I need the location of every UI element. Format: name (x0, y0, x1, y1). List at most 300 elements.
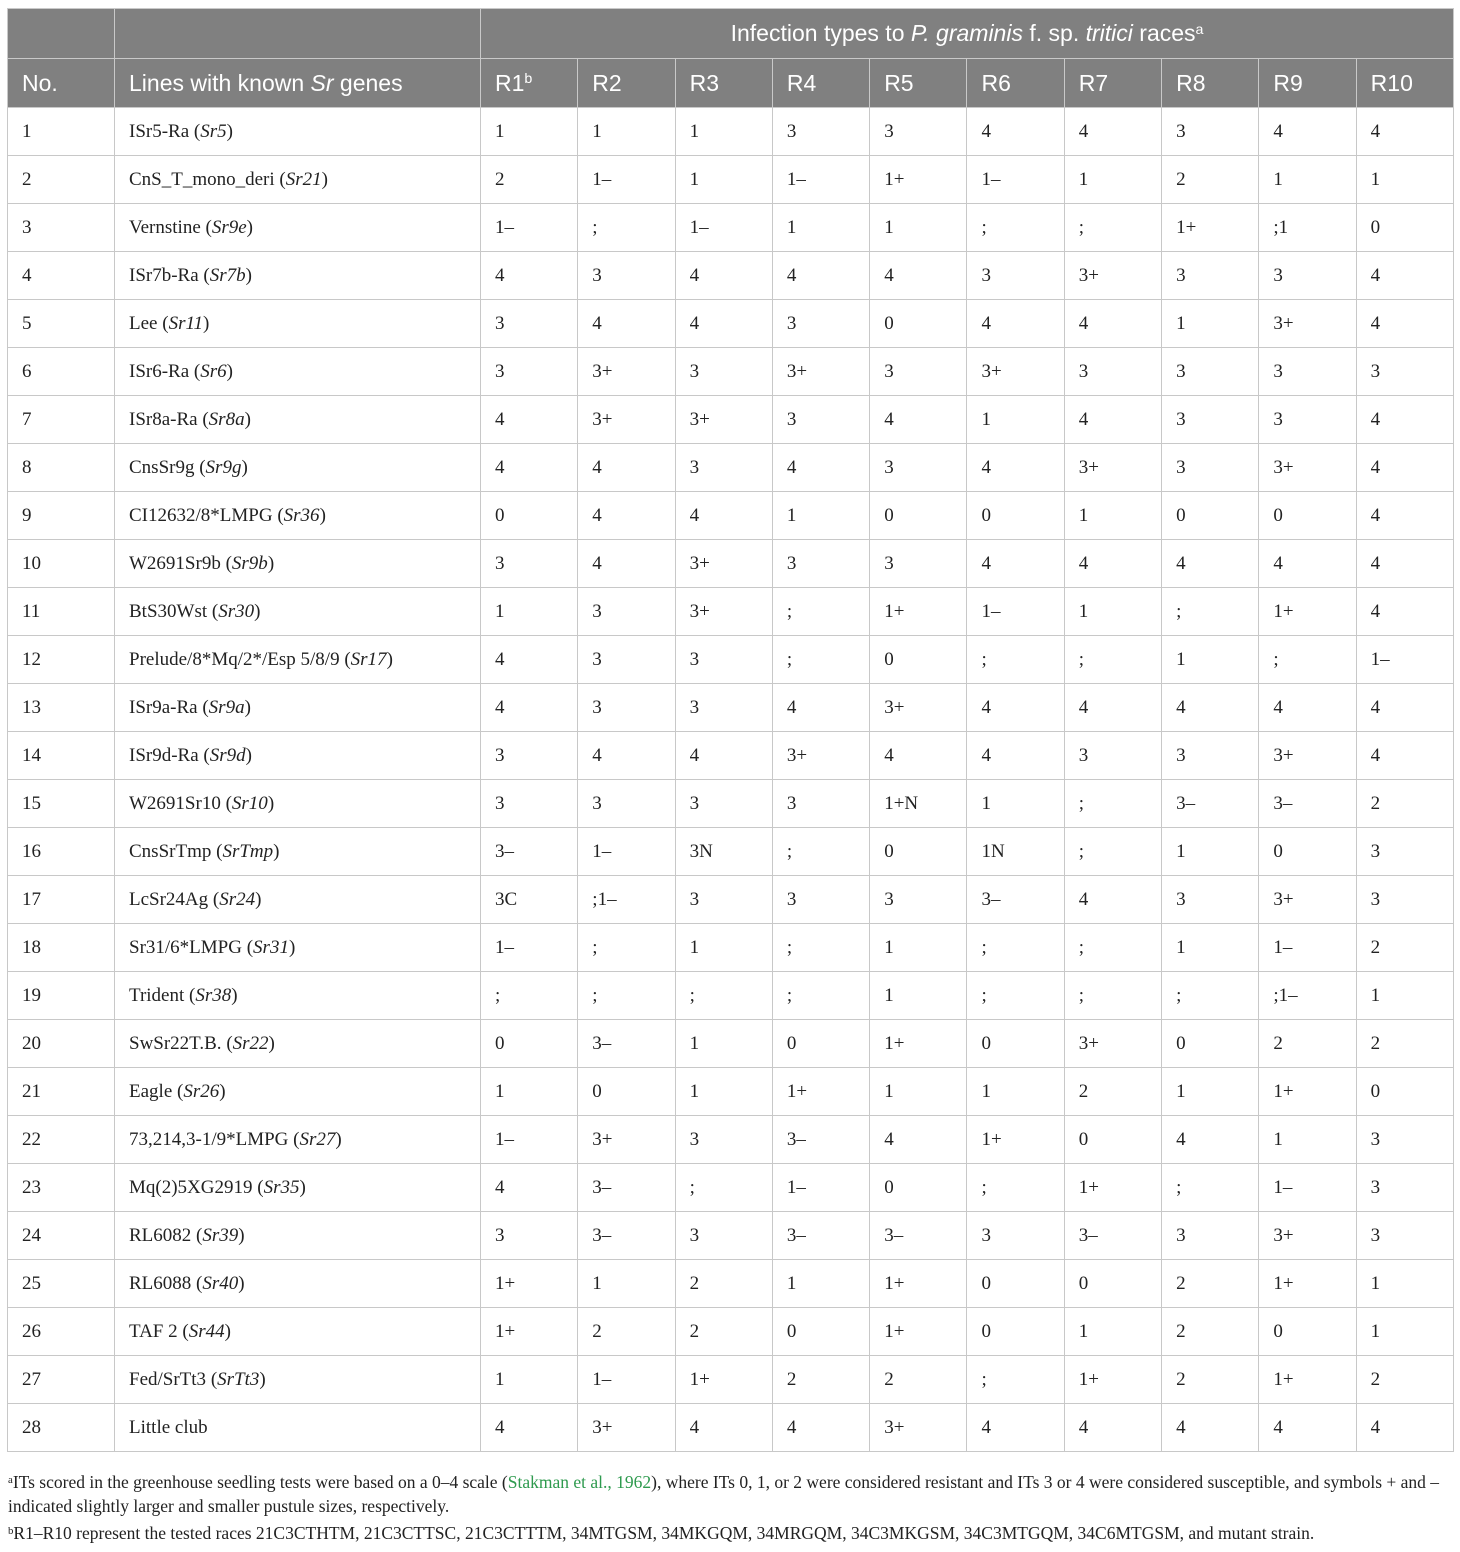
cell-it-r4: 1 (772, 1260, 869, 1308)
cell-it-r9: ; (1259, 636, 1356, 684)
line-name: Lee (129, 312, 158, 334)
cell-line: W2691Sr9b (Sr9b) (115, 540, 481, 588)
cell-it-r9: 3+ (1259, 444, 1356, 492)
header-lines (115, 59, 481, 108)
cell-it-r3: 1– (675, 204, 772, 252)
cell-it-r10: 0 (1356, 1068, 1453, 1116)
table-row (8, 636, 1454, 684)
cell-it-r9: 4 (1259, 1404, 1356, 1452)
cell-it-r2: 4 (578, 732, 675, 780)
gene-name: Sr39 (202, 1224, 239, 1246)
cell-line: CnsSr9g (Sr9g) (115, 444, 481, 492)
footnote-a-text-2: ), where ITs 0, 1, or 2 were considered resistant and ITs 3 or 4 were considered susceptible, and symbols + and – indicated slightly larger and smaller pustule sizes, respectively. (8, 1472, 1440, 1516)
cell-it-r4: 1– (772, 1164, 869, 1212)
cell-it-r2: 3 (578, 636, 675, 684)
cell-it-r1: 4 (481, 252, 578, 300)
cell-it-r1: 3 (481, 540, 578, 588)
cell-it-r5: 0 (870, 300, 967, 348)
cell-it-r7: 0 (1064, 1260, 1161, 1308)
cell-no: 21 (8, 1068, 115, 1116)
cell-it-r7: ; (1064, 636, 1161, 684)
cell-it-r5: 0 (870, 636, 967, 684)
cell-it-r10: 2 (1356, 1020, 1453, 1068)
cell-it-r3: 1 (675, 1020, 772, 1068)
cell-no: 9 (8, 492, 115, 540)
cell-it-r9: 1– (1259, 924, 1356, 972)
footnote-a-mark: a (8, 1473, 13, 1486)
cell-it-r6: 0 (967, 1308, 1064, 1356)
cell-it-r5: 3 (870, 444, 967, 492)
line-name: Little club (129, 1416, 208, 1438)
header-race-label: R5 (884, 69, 914, 96)
gene-name: Sr24 (219, 888, 256, 910)
cell-it-r10: 1 (1356, 1260, 1453, 1308)
header-race-label: R4 (786, 69, 817, 96)
cell-line: Prelude/8*Mq/2*/Esp 5/8/9 (Sr17) (115, 636, 481, 684)
cell-it-r5: 3 (870, 876, 967, 924)
cell-it-r3: 1+ (675, 1356, 772, 1404)
cell-it-r9: 4 (1259, 684, 1356, 732)
line-name: ISr6-Ra (129, 360, 190, 382)
cell-no: 2 (8, 156, 115, 204)
cell-no: 10 (8, 540, 115, 588)
footnote-a-text-1: ITs scored in the greenhouse seedling tests were based on a 0–4 scale ( (12, 1472, 508, 1492)
cell-it-r4: 1– (772, 156, 869, 204)
gene-name: Sr38 (195, 984, 232, 1006)
cell-it-r10: 3 (1356, 876, 1453, 924)
line-name: SwSr22T.B. (129, 1032, 222, 1054)
cell-it-r6: 4 (967, 108, 1064, 156)
cell-it-r1: 4 (481, 444, 578, 492)
gene-name: Sr11 (168, 312, 204, 334)
cell-it-r10: 3 (1356, 1212, 1453, 1260)
cell-it-r3: 3+ (675, 588, 772, 636)
cell-it-r2: 3 (578, 684, 675, 732)
cell-it-r9: 4 (1259, 108, 1356, 156)
cell-it-r1: 1 (481, 108, 578, 156)
gene-name: Sr22 (232, 1032, 269, 1054)
line-name: W2691Sr10 (129, 792, 221, 814)
cell-it-r9: 1+ (1259, 588, 1356, 636)
header-race-r10 (1356, 59, 1453, 108)
line-name: ISr9a-Ra (129, 696, 198, 718)
cell-it-r2: 2 (578, 1308, 675, 1356)
table-row (8, 1068, 1454, 1116)
table-row (8, 540, 1454, 588)
table-row (8, 684, 1454, 732)
cell-it-r2: ; (578, 204, 675, 252)
cell-it-r9: 0 (1259, 492, 1356, 540)
header-lines-prefix: Lines with known (129, 69, 311, 96)
cell-it-r4: 4 (772, 684, 869, 732)
cell-no: 3 (8, 204, 115, 252)
line-name: RL6088 (129, 1272, 192, 1294)
cell-it-r5: 1+ (870, 1308, 967, 1356)
cell-it-r3: 3 (675, 1212, 772, 1260)
header-span-forma: tritici (1085, 20, 1133, 46)
cell-it-r10: 2 (1356, 1356, 1453, 1404)
cell-it-r7: 1+ (1064, 1356, 1161, 1404)
header-blank-no (8, 9, 115, 59)
table-row (8, 780, 1454, 828)
cell-it-r2: 3 (578, 588, 675, 636)
footnote-b-mark: b (8, 1524, 14, 1537)
cell-it-r1: 0 (481, 1020, 578, 1068)
cell-it-r3: 4 (675, 252, 772, 300)
cell-it-r3: 3+ (675, 396, 772, 444)
cell-it-r5: 3– (870, 1212, 967, 1260)
cell-it-r1: ; (481, 972, 578, 1020)
cell-it-r2: 3+ (578, 348, 675, 396)
cell-it-r2: 4 (578, 540, 675, 588)
cell-it-r1: 1 (481, 588, 578, 636)
cell-it-r4: ; (772, 972, 869, 1020)
cell-it-r4: ; (772, 828, 869, 876)
cell-it-r5: 0 (870, 828, 967, 876)
header-no: No. (8, 59, 115, 108)
cell-line (115, 1404, 481, 1452)
cell-it-r2: 3+ (578, 1116, 675, 1164)
table-row (8, 348, 1454, 396)
line-name: Trident (129, 984, 185, 1006)
footnote-a-reference-link[interactable]: Stakman et al., 1962 (507, 1472, 652, 1492)
cell-it-r3: 3 (675, 1116, 772, 1164)
cell-it-r10: 4 (1356, 396, 1453, 444)
header-race-label: R8 (1176, 69, 1206, 96)
cell-it-r7: ; (1064, 924, 1161, 972)
cell-it-r7: 1 (1064, 1308, 1161, 1356)
cell-it-r1: 1– (481, 204, 578, 252)
cell-it-r9: ;1– (1259, 972, 1356, 1020)
table-row (8, 588, 1454, 636)
cell-it-r4: 0 (772, 1020, 869, 1068)
cell-it-r4: 1 (772, 204, 869, 252)
cell-it-r1: 4 (481, 396, 578, 444)
cell-it-r6: 0 (967, 1020, 1064, 1068)
cell-it-r9: 2 (1259, 1020, 1356, 1068)
cell-it-r1: 0 (481, 492, 578, 540)
cell-it-r9: 3+ (1259, 1212, 1356, 1260)
table-row (8, 1356, 1454, 1404)
cell-it-r2: 3+ (578, 396, 675, 444)
cell-it-r10: 3 (1356, 1116, 1453, 1164)
cell-it-r6: 4 (967, 540, 1064, 588)
cell-it-r10: 4 (1356, 1404, 1453, 1452)
header-race-r3 (675, 59, 772, 108)
line-name: ISr8a-Ra (129, 408, 198, 430)
cell-it-r8: ; (1162, 972, 1259, 1020)
infection-type-table-container (7, 8, 1453, 1452)
gene-name: Sr9b (231, 552, 268, 574)
cell-it-r8: 3– (1162, 780, 1259, 828)
cell-line: RL6082 (Sr39) (115, 1212, 481, 1260)
cell-it-r6: 4 (967, 684, 1064, 732)
cell-it-r1: 4 (481, 1404, 578, 1452)
cell-it-r7: 4 (1064, 396, 1161, 444)
cell-it-r5: 1+N (870, 780, 967, 828)
cell-it-r3: 1 (675, 924, 772, 972)
cell-it-r7: 1+ (1064, 1164, 1161, 1212)
cell-it-r6: 1+ (967, 1116, 1064, 1164)
cell-no: 8 (8, 444, 115, 492)
cell-it-r7: 3+ (1064, 444, 1161, 492)
table-row (8, 924, 1454, 972)
cell-it-r4: 3 (772, 300, 869, 348)
cell-it-r9: 1+ (1259, 1356, 1356, 1404)
cell-it-r3: ; (675, 1164, 772, 1212)
cell-it-r3: 2 (675, 1260, 772, 1308)
cell-it-r6: 0 (967, 492, 1064, 540)
gene-name: Sr30 (218, 600, 255, 622)
cell-it-r3: 1 (675, 156, 772, 204)
cell-line: W2691Sr10 (Sr10) (115, 780, 481, 828)
cell-it-r10: 0 (1356, 204, 1453, 252)
cell-it-r8: 4 (1162, 1404, 1259, 1452)
cell-it-r9: 3+ (1259, 300, 1356, 348)
gene-name: Sr10 (231, 792, 268, 814)
table-row (8, 972, 1454, 1020)
cell-it-r2: 3+ (578, 1404, 675, 1452)
cell-it-r3: 3 (675, 348, 772, 396)
cell-it-r1: 3 (481, 1212, 578, 1260)
cell-line: CnS_T_mono_deri (Sr21) (115, 156, 481, 204)
cell-it-r8: 1 (1162, 636, 1259, 684)
table-row (8, 1164, 1454, 1212)
cell-line: ISr5-Ra (Sr5) (115, 108, 481, 156)
cell-it-r9: 1 (1259, 1116, 1356, 1164)
gene-name: Sr31 (253, 936, 289, 958)
cell-it-r6: 4 (967, 300, 1064, 348)
cell-it-r9: 3+ (1259, 876, 1356, 924)
gene-name: Sr21 (285, 168, 322, 190)
cell-it-r6: 1N (967, 828, 1064, 876)
cell-it-r4: 3 (772, 540, 869, 588)
line-name: W2691Sr9b (129, 552, 221, 574)
cell-it-r9: 1 (1259, 156, 1356, 204)
cell-it-r1: 3 (481, 780, 578, 828)
cell-it-r2: 4 (578, 444, 675, 492)
cell-line: ISr9d-Ra (Sr9d) (115, 732, 481, 780)
cell-it-r4: 3+ (772, 348, 869, 396)
cell-line: 73,214,3-1/9*LMPG (Sr27) (115, 1116, 481, 1164)
gene-name: Sr7b (209, 264, 246, 286)
cell-it-r4: 3 (772, 108, 869, 156)
cell-it-r2: 1– (578, 1356, 675, 1404)
gene-name: SrTmp (222, 840, 274, 862)
cell-it-r4: 2 (772, 1356, 869, 1404)
cell-no: 28 (8, 1404, 115, 1452)
cell-it-r6: ; (967, 972, 1064, 1020)
cell-it-r7: 3 (1064, 732, 1161, 780)
footnote-b-text: R1–R10 represent the tested races 21C3CTHTM, 21C3CTTSC, 21C3CTTTM, 34MTGSM, 34MKGQM, 34MRGQM, 34C3MKGSM, 34C3MTGQM, 34C6MTGSM, and mutant strain. (13, 1523, 1315, 1543)
cell-it-r5: 3 (870, 540, 967, 588)
cell-it-r1: 3 (481, 348, 578, 396)
cell-it-r1: 4 (481, 636, 578, 684)
table-row (8, 204, 1454, 252)
cell-it-r9: ;1 (1259, 204, 1356, 252)
cell-line: Sr31/6*LMPG (Sr31) (115, 924, 481, 972)
line-name: 73,214,3-1/9*LMPG (129, 1128, 289, 1150)
header-lines-italic: Sr (310, 69, 334, 96)
gene-name: Sr44 (188, 1320, 225, 1342)
cell-it-r7: ; (1064, 780, 1161, 828)
table-row (8, 156, 1454, 204)
cell-it-r9: 3+ (1259, 732, 1356, 780)
cell-line: Trident (Sr38) (115, 972, 481, 1020)
cell-line: Mq(2)5XG2919 (Sr35) (115, 1164, 481, 1212)
gene-name: Sr17 (350, 648, 387, 670)
cell-it-r9: 3 (1259, 396, 1356, 444)
cell-line: Lee (Sr11) (115, 300, 481, 348)
table-row (8, 492, 1454, 540)
cell-no: 20 (8, 1020, 115, 1068)
cell-it-r6: 1 (967, 780, 1064, 828)
cell-it-r8: 0 (1162, 492, 1259, 540)
cell-it-r10: 1 (1356, 1308, 1453, 1356)
cell-it-r3: 3N (675, 828, 772, 876)
cell-it-r8: 3 (1162, 348, 1259, 396)
line-name: Mq(2)5XG2919 (129, 1176, 253, 1198)
table-body (8, 108, 1454, 1452)
table-row (8, 732, 1454, 780)
line-name: CnS_T_mono_deri (129, 168, 275, 190)
gene-name: Sr26 (183, 1080, 220, 1102)
cell-it-r9: 1+ (1259, 1068, 1356, 1116)
cell-it-r7: 2 (1064, 1068, 1161, 1116)
cell-it-r7: 4 (1064, 1404, 1161, 1452)
table-row (8, 1404, 1454, 1452)
table-header (8, 9, 1454, 108)
cell-it-r10: 4 (1356, 108, 1453, 156)
cell-it-r8: 3 (1162, 396, 1259, 444)
cell-line: TAF 2 (Sr44) (115, 1308, 481, 1356)
header-race-label: R10 (1370, 69, 1413, 96)
table-row (8, 1212, 1454, 1260)
cell-it-r2: 1 (578, 108, 675, 156)
cell-it-r3: 2 (675, 1308, 772, 1356)
line-name: ISr7b-Ra (129, 264, 199, 286)
cell-it-r8: ; (1162, 1164, 1259, 1212)
cell-no: 17 (8, 876, 115, 924)
line-name: RL6082 (129, 1224, 192, 1246)
cell-it-r1: 2 (481, 156, 578, 204)
cell-it-r3: 3 (675, 780, 772, 828)
cell-it-r5: 4 (870, 396, 967, 444)
header-blank-lines (115, 9, 481, 59)
cell-it-r7: 4 (1064, 300, 1161, 348)
cell-it-r2: 0 (578, 1068, 675, 1116)
gene-name: Sr35 (263, 1176, 300, 1198)
header-span-suffix: races (1132, 20, 1196, 46)
cell-it-r8: 3 (1162, 1212, 1259, 1260)
cell-it-r6: 4 (967, 732, 1064, 780)
cell-line: Vernstine (Sr9e) (115, 204, 481, 252)
cell-it-r5: 1+ (870, 156, 967, 204)
header-race-label: R6 (981, 69, 1011, 96)
cell-it-r6: 3 (967, 1212, 1064, 1260)
cell-it-r3: 3 (675, 684, 772, 732)
cell-it-r3: ; (675, 972, 772, 1020)
cell-it-r3: 1 (675, 108, 772, 156)
line-name: Prelude/8*Mq/2*/Esp 5/8/9 (129, 648, 340, 670)
cell-no: 22 (8, 1116, 115, 1164)
cell-it-r4: 0 (772, 1308, 869, 1356)
cell-line: ISr9a-Ra (Sr9a) (115, 684, 481, 732)
cell-it-r5: 4 (870, 252, 967, 300)
gene-name: Sr40 (202, 1272, 239, 1294)
cell-it-r3: 4 (675, 492, 772, 540)
cell-it-r2: 4 (578, 492, 675, 540)
table-row (8, 1020, 1454, 1068)
cell-it-r5: 2 (870, 1356, 967, 1404)
table-row (8, 396, 1454, 444)
cell-it-r1: 1 (481, 1068, 578, 1116)
cell-it-r5: 1+ (870, 1260, 967, 1308)
cell-it-r1: 1 (481, 1356, 578, 1404)
cell-it-r10: 3 (1356, 828, 1453, 876)
cell-it-r1: 4 (481, 1164, 578, 1212)
cell-it-r6: ; (967, 204, 1064, 252)
cell-it-r10: 4 (1356, 252, 1453, 300)
cell-it-r7: 4 (1064, 876, 1161, 924)
cell-it-r8: 4 (1162, 540, 1259, 588)
cell-it-r4: 3 (772, 780, 869, 828)
gene-name: SrTt3 (217, 1368, 260, 1390)
cell-line: Fed/SrTt3 (SrTt3) (115, 1356, 481, 1404)
cell-no: 5 (8, 300, 115, 348)
cell-it-r4: ; (772, 636, 869, 684)
cell-it-r2: 3– (578, 1212, 675, 1260)
cell-no: 7 (8, 396, 115, 444)
table-row (8, 444, 1454, 492)
header-span-mid: f. sp. (1022, 20, 1086, 46)
header-race-r6 (967, 59, 1064, 108)
cell-it-r9: 0 (1259, 1308, 1356, 1356)
cell-no: 26 (8, 1308, 115, 1356)
cell-it-r7: 4 (1064, 684, 1161, 732)
gene-name: Sr36 (283, 504, 320, 526)
cell-it-r5: 3+ (870, 1404, 967, 1452)
line-name: CnsSrTmp (129, 840, 212, 862)
cell-it-r3: 3 (675, 444, 772, 492)
gene-name: Sr9d (209, 744, 246, 766)
cell-no: 15 (8, 780, 115, 828)
header-race-r9 (1259, 59, 1356, 108)
cell-it-r3: 3 (675, 636, 772, 684)
cell-it-r10: 2 (1356, 780, 1453, 828)
cell-it-r4: 3 (772, 876, 869, 924)
cell-it-r8: 4 (1162, 1116, 1259, 1164)
gene-name: Sr6 (200, 360, 227, 382)
cell-it-r7: 4 (1064, 540, 1161, 588)
cell-it-r2: 3 (578, 780, 675, 828)
cell-it-r3: 3 (675, 876, 772, 924)
cell-it-r10: 3 (1356, 348, 1453, 396)
gene-name: Sr27 (299, 1128, 336, 1150)
cell-it-r5: 0 (870, 1164, 967, 1212)
cell-it-r7: ; (1064, 204, 1161, 252)
cell-it-r9: 3 (1259, 252, 1356, 300)
cell-it-r6: 3– (967, 876, 1064, 924)
gene-name: Sr9e (211, 216, 247, 238)
cell-no: 12 (8, 636, 115, 684)
cell-it-r5: 3 (870, 348, 967, 396)
cell-it-r10: 1 (1356, 972, 1453, 1020)
cell-it-r9: 4 (1259, 540, 1356, 588)
header-race-label: R2 (592, 69, 622, 96)
table-row (8, 1308, 1454, 1356)
cell-it-r8: 1 (1162, 828, 1259, 876)
